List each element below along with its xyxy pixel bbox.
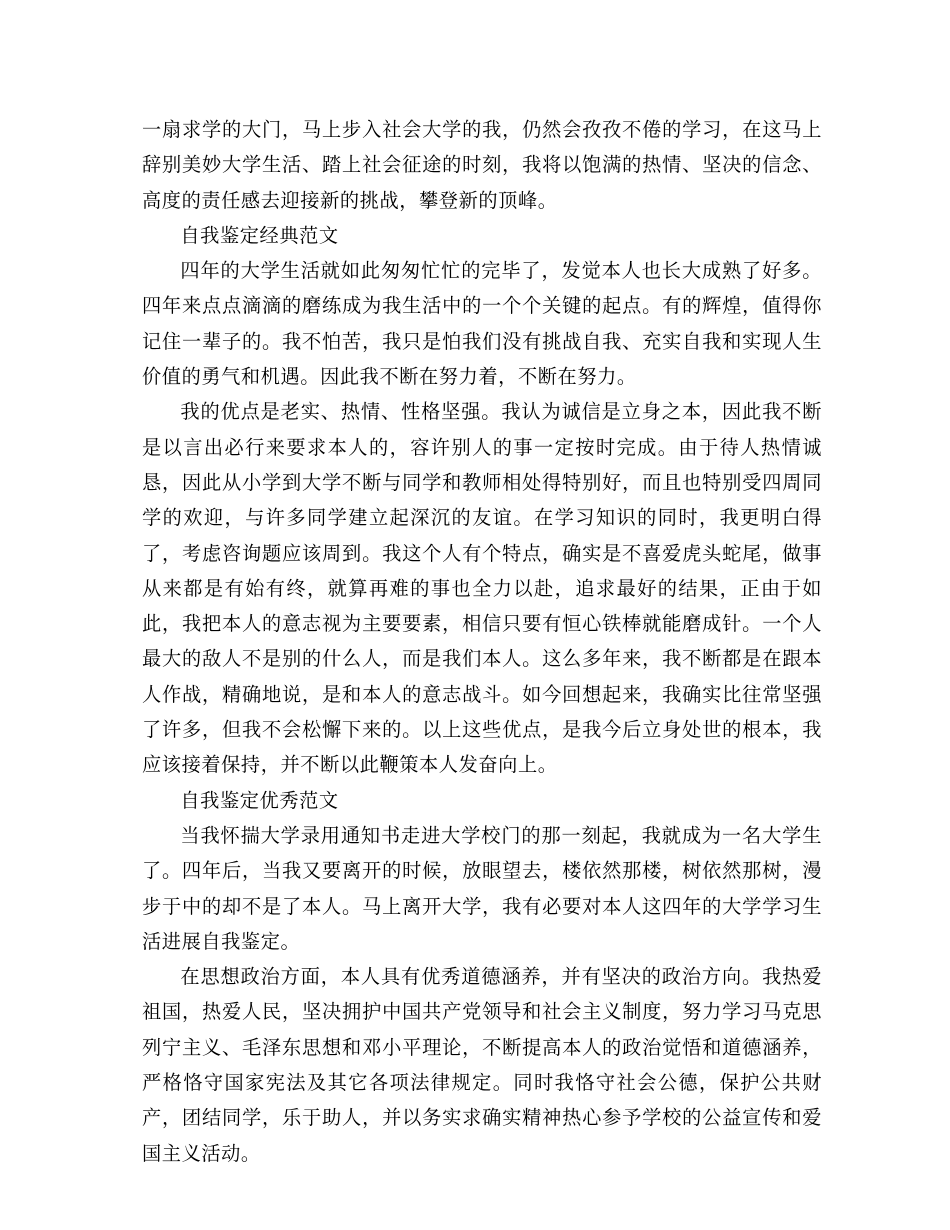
paragraph-strengths: 我的优点是老实、热情、性格坚强。我认为诚信是立身之本，因此我不断是以言出必行来要求本人的，容许别人的事一定按时完成。由于待人热情诚恳，因此从小学到大学不断与同学和教师相处得特别好，而且也特别受四周同学的欢迎，与许多同学建立起深沉的友谊。在学习知识的同时，我更明白得了，考虑咨询题应该周到。我这个人有个特点，确实是不喜爱虎头蛇尾，做事从来都是有始有终，就算再难的事也全力以赴，追求最好的结果，正由于如此，我把本人的意志视为主要要素，相信只要有恒心铁棒就能磨成针。一个人最大的敌人不是别的什么人，而是我们本人。这么多年来，我不断都是在跟本人作战，精确地说，是和本人的意志战斗。如今回想起来，我确实比往常坚强了许多，但我不会松懈下来的。以上这些优点，是我今后立身处世的根本，我应该接着保持，并不断以此鞭策本人发奋向上。 (142, 400, 822, 777)
paragraph-continuation: 一扇求学的大门，马上步入社会大学的我，仍然会孜孜不倦的学习，在这马上辞别美妙大学生活、踏上社会征途的时刻，我将以饱满的热情、坚决的信念、高度的责任感去迎接新的挑战，攀登新的顶峰。 (142, 118, 822, 212)
paragraph-political: 在思想政治方面，本人具有优秀道德涵养，并有坚决的政治方向。我热爱祖国，热爱人民，坚决拥护中国共产党领导和社会主义制度，努力学习马克思列宁主义、毛泽东思想和邓小平理论，不断提高本人的政治觉悟和道德涵养，严格恪守国家宪法及其它各项法律规定。同时我恪守社会公德，保护公共财产，团结同学，乐于助人，并以务实求确实精神热心参予学校的公益宣传和爱国主义活动。 (142, 965, 822, 1165)
paragraph-admission: 当我怀揣大学录用通知书走进大学校门的那一刻起，我就成为一名大学生了。四年后，当我又要离开的时候，放眼望去，楼依然那楼，树依然那树，漫步于中的却不是了本人。马上离开大学，我有必要对本人这四年的大学学习生活进展自我鉴定。 (142, 823, 822, 953)
paragraph-four-years: 四年的大学生活就如此匆匆忙忙的完毕了，发觉本人也长大成熟了好多。四年来点点滴滴的磨练成为我生活中的一个个关键的起点。有的辉煌，值得你记住一辈子的。我不怕苦，我只是怕我们没有挑战自我、充实自我和实现人生价值的勇气和机遇。因此我不断在努力着，不断在努力。 (142, 259, 822, 389)
document-body (142, 112, 822, 1171)
section-heading-excellent: 自我鉴定优秀范文 (180, 788, 339, 812)
section-heading-classic: 自我鉴定经典范文 (180, 223, 339, 247)
